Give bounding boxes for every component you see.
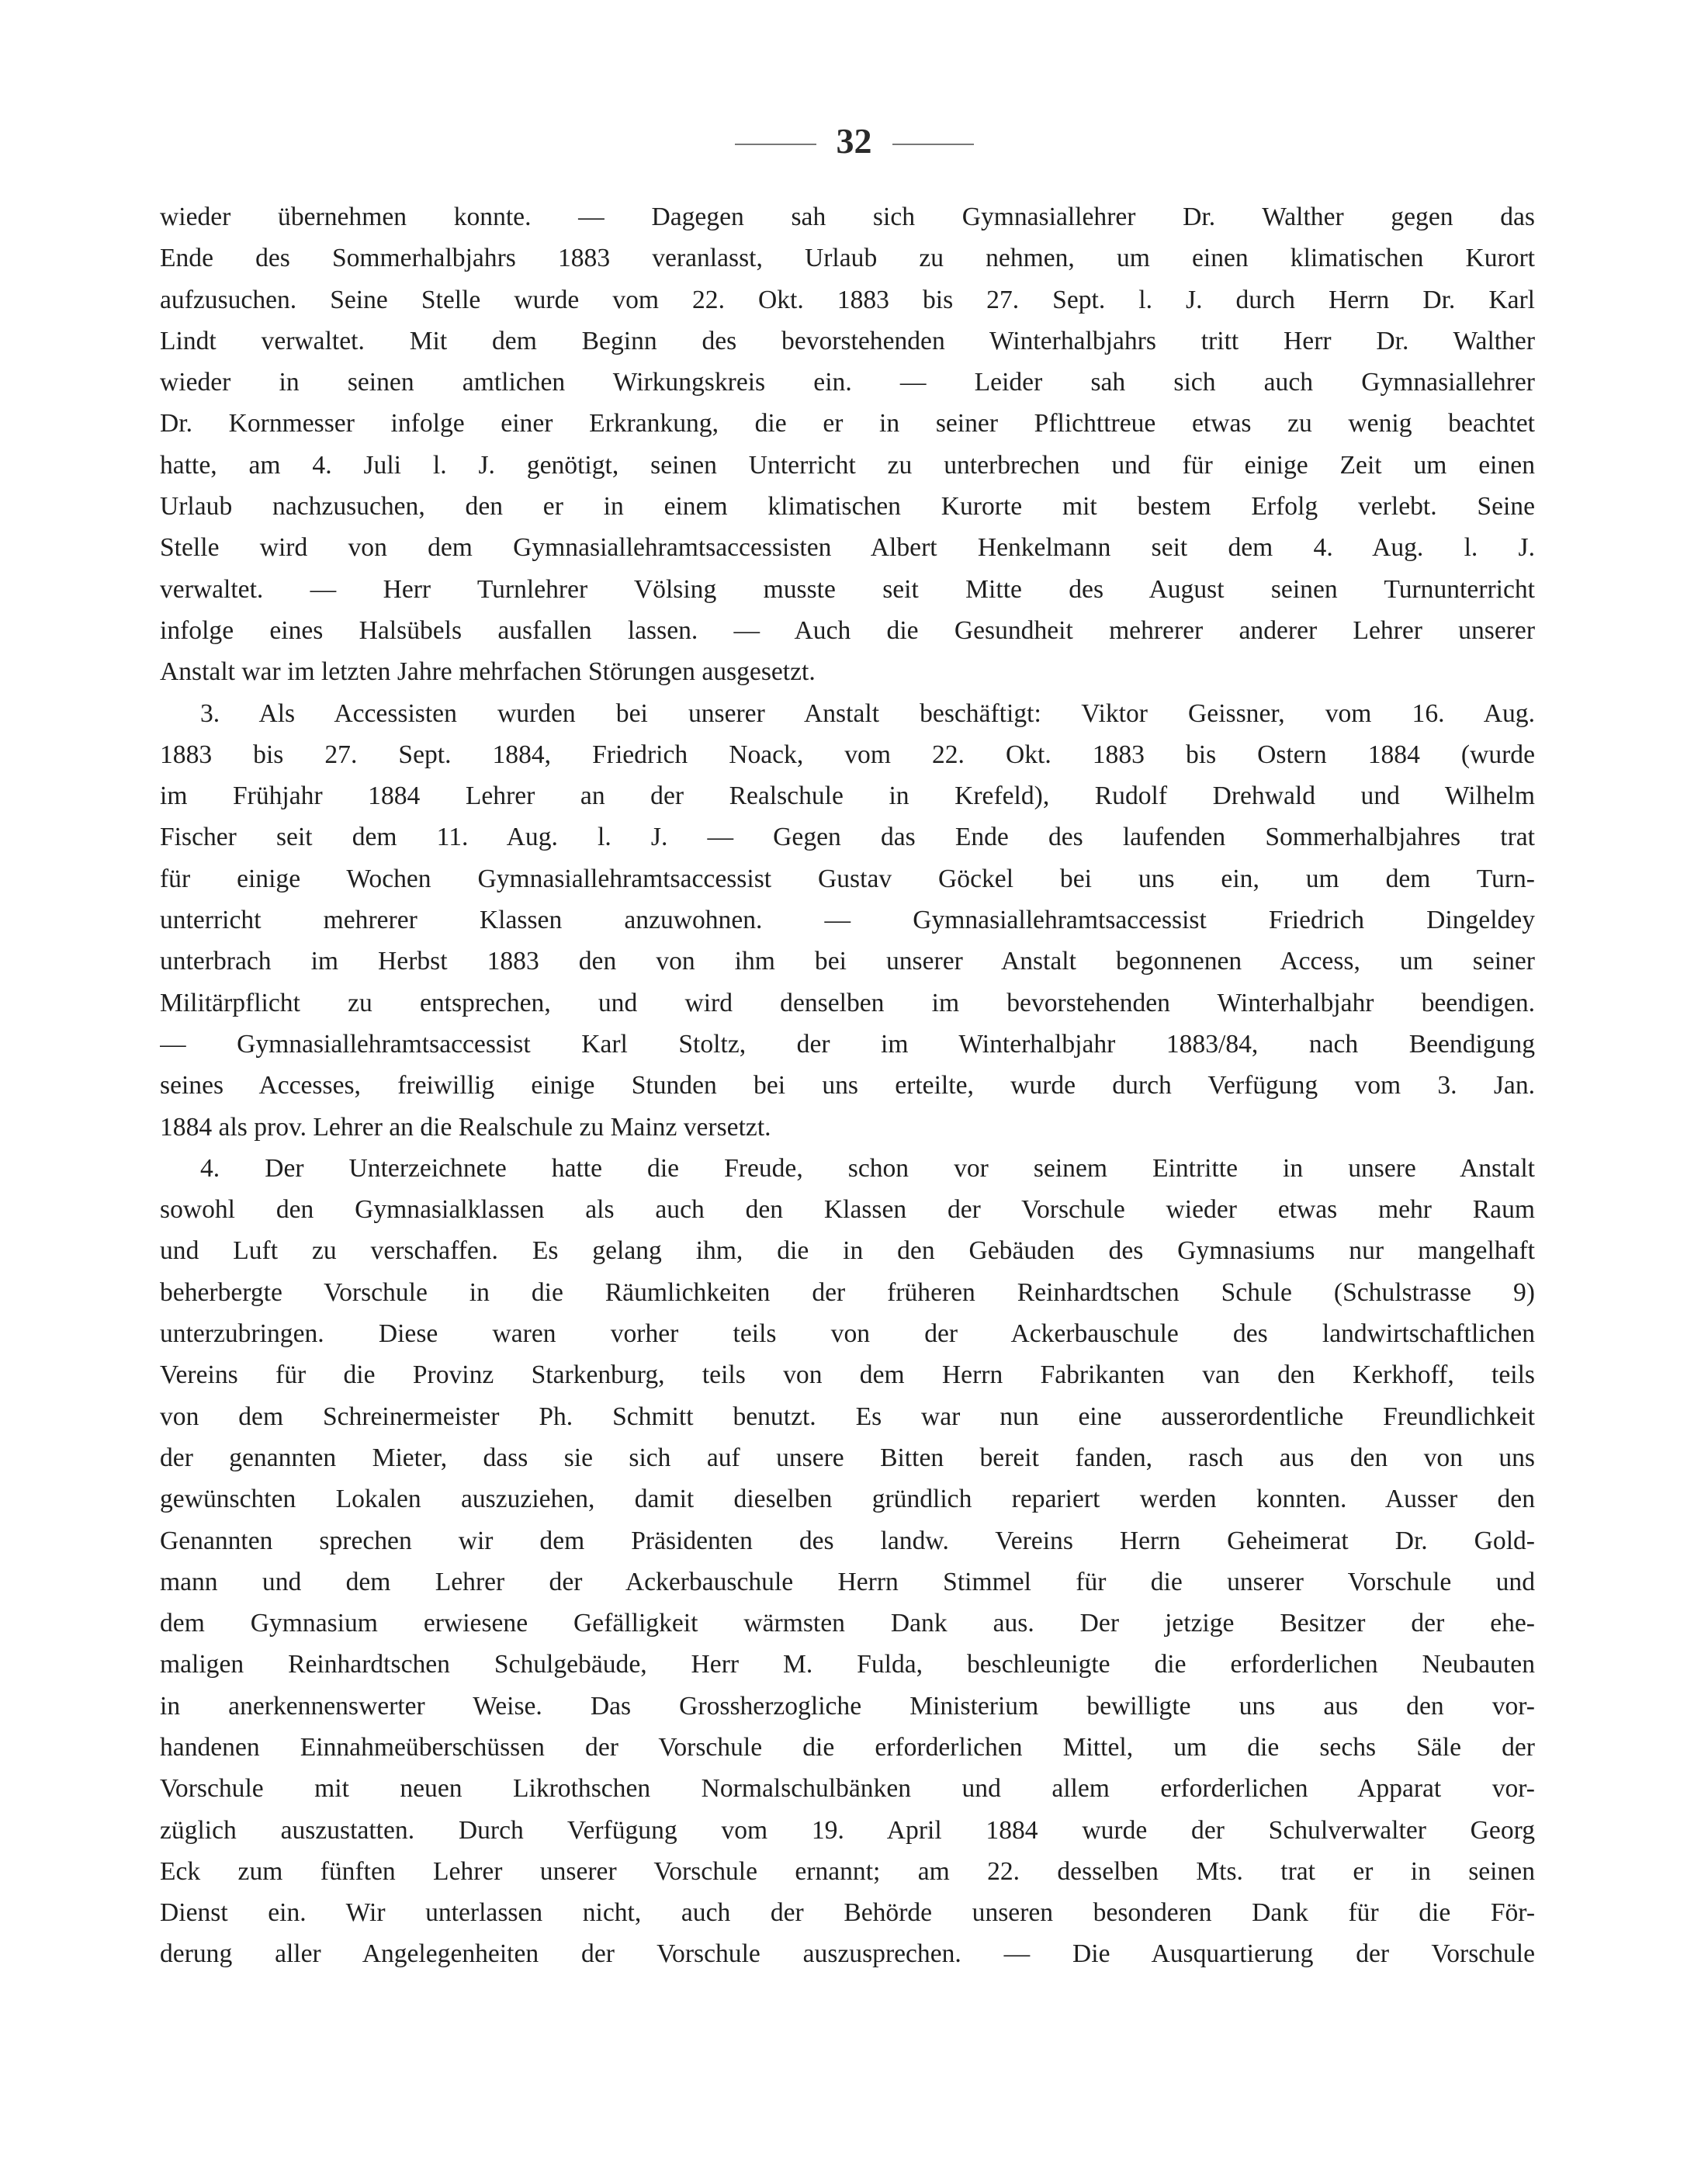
text-line: — Gymnasiallehramtsaccessist Karl Stoltz, der im Winterhalbjahr 1883/84, nach Beendigung — [160, 1029, 1535, 1059]
text-line: von dem Schreinermeister Ph. Schmitt benutzt. Es war nun eine ausserordentliche Freundlichkeit — [160, 1402, 1535, 1431]
text-line: und Luft zu verschaffen. Es gelang ihm, die in den Gebäuden des Gymnasiums nur mangelhaft — [160, 1236, 1535, 1266]
text-line: unterzubringen. Diese waren vorher teils von der Ackerbauschule des landwirtschaftlichen — [160, 1319, 1535, 1349]
header-rule-right — [892, 144, 974, 145]
text-line: verwaltet. — Herr Turnlehrer Völsing musste seit Mitte des August seinen Turnunterricht — [160, 574, 1535, 604]
text-line: unterbrach im Herbst 1883 den von ihm bei unserer Anstalt begonnenen Access, um seiner — [160, 947, 1535, 976]
body-text — [160, 196, 1535, 1975]
text-line: Fischer seit dem 11. Aug. l. J. — Gegen das Ende des laufenden Sommerhalbjahres trat — [160, 823, 1535, 852]
text-line: züglich auszustatten. Durch Verfügung vom 19. April 1884 wurde der Schulverwalter Georg — [160, 1815, 1535, 1845]
text-line: Dr. Kornmesser infolge einer Erkrankung, die er in seiner Pflichttreue etwas zu wenig beachtet — [160, 409, 1535, 438]
text-line: sowohl den Gymnasialklassen als auch den Klassen der Vorschule wieder etwas mehr Raum — [160, 1195, 1535, 1225]
text-line: derung aller Angelegenheiten der Vorschule auszusprechen. — Die Ausquartierung der Vorschule — [160, 1939, 1535, 1969]
text-line: seines Accesses, freiwillig einige Stunden bei uns erteilte, wurde durch Verfügung vom 3. Jan. — [160, 1071, 1535, 1100]
page-number: 32 — [836, 121, 872, 161]
text-line: Stelle wird von dem Gymnasiallehramtsaccessisten Albert Henkelmann seit dem 4. Aug. l. J. — [160, 533, 1535, 563]
text-line: wieder übernehmen konnte. — Dagegen sah sich Gymnasiallehrer Dr. Walther gegen das — [160, 203, 1535, 231]
paragraph-end-line: 1884 als prov. Lehrer an die Realschule zu Mainz versetzt. — [160, 1112, 771, 1142]
text-line: der genannten Mieter, dass sie sich auf unsere Bitten bereit fanden, rasch aus den von uns — [160, 1443, 1535, 1472]
text-line: gewünschten Lokalen auszuziehen, damit dieselben gründlich repariert werden konnten. Ausser den — [160, 1485, 1535, 1514]
text-line: für einige Wochen Gymnasiallehramtsaccessist Gustav Göckel bei uns ein, um dem Turn- — [160, 864, 1535, 893]
text-line: aufzusuchen. Seine Stelle wurde vom 22. Okt. 1883 bis 27. Sept. l. J. durch Herrn Dr. Karl — [160, 285, 1535, 314]
text-line: unterricht mehrerer Klassen anzuwohnen. — Gymnasiallehramtsaccessist Friedrich Dingeldey — [160, 906, 1535, 935]
text-line: wieder in seinen amtlichen Wirkungskreis ein. — Leider sah sich auch Gymnasiallehrer — [160, 368, 1535, 397]
text-line: Vorschule mit neuen Likrothschen Normalschulbänken und allem erforderlichen Apparat vor- — [160, 1774, 1535, 1804]
text-line: maligen Reinhardtschen Schulgebäude, Herr M. Fulda, beschleunigte die erforderlichen Neubauten — [160, 1650, 1535, 1679]
header-rule-left — [735, 144, 816, 145]
text-line: beherbergte Vorschule in die Räumlichkeiten der früheren Reinhardtschen Schule (Schulstrasse 9) — [160, 1277, 1535, 1307]
text-line: Urlaub nachzusuchen, den er in einem klimatischen Kurorte mit bestem Erfolg verlebt. Seine — [160, 492, 1535, 522]
paragraph-start-line: 4. Der Unterzeichnete hatte die Freude, schon vor seinem Eintritte in unsere Anstalt — [200, 1153, 1535, 1183]
text-line: Genannten sprechen wir dem Präsidenten des landw. Vereins Herrn Geheimerat Dr. Gold- — [160, 1526, 1535, 1555]
text-line: hatte, am 4. Juli l. J. genötigt, seinen Unterricht zu unterbrechen und für einige Zeit um einen — [160, 450, 1535, 480]
text-line: in anerkennenswerter Weise. Das Grossherzogliche Ministerium bewilligte uns aus den vor- — [160, 1691, 1535, 1721]
text-line: Eck zum fünften Lehrer unserer Vorschule ernannt; am 22. desselben Mts. trat er in seinen — [160, 1856, 1535, 1886]
paragraph-end-line: Anstalt war im letzten Jahre mehrfachen Störungen ausgesetzt. — [160, 657, 816, 687]
page-header — [0, 118, 1708, 165]
text-line: Ende des Sommerhalbjahrs 1883 veranlasst, Urlaub zu nehmen, um einen klimatischen Kurort — [160, 244, 1535, 273]
text-line: mann und dem Lehrer der Ackerbauschule Herrn Stimmel für die unserer Vorschule und — [160, 1567, 1535, 1596]
text-line: 1883 bis 27. Sept. 1884, Friedrich Noack, vom 22. Okt. 1883 bis Ostern 1884 (wurde — [160, 740, 1535, 769]
text-line: dem Gymnasium erwiesene Gefälligkeit wärmsten Dank aus. Der jetzige Besitzer der ehe- — [160, 1609, 1535, 1638]
text-line: im Frühjahr 1884 Lehrer an der Realschule in Krefeld), Rudolf Drehwald und Wilhelm — [160, 782, 1535, 811]
paragraph-start-line: 3. Als Accessisten wurden bei unserer Anstalt beschäftigt: Viktor Geissner, vom 16. Aug. — [200, 698, 1535, 728]
text-line: infolge eines Halsübels ausfallen lassen. — Auch die Gesundheit mehrerer anderer Lehrer unserer — [160, 615, 1535, 645]
text-line: Militärpflicht zu entsprechen, und wird denselben im bevorstehenden Winterhalbjahr beendigen. — [160, 988, 1535, 1017]
text-line: Vereins für die Provinz Starkenburg, teils von dem Herrn Fabrikanten van den Kerkhoff, teils — [160, 1360, 1535, 1390]
text-line: handenen Einnahmeüberschüssen der Vorschule die erforderlichen Mittel, um die sechs Säle der — [160, 1732, 1535, 1762]
text-line: Lindt verwaltet. Mit dem Beginn des bevorstehenden Winterhalbjahrs tritt Herr Dr. Walther — [160, 326, 1535, 355]
text-line: Dienst ein. Wir unterlassen nicht, auch der Behörde unseren besonderen Dank für die För- — [160, 1898, 1535, 1928]
